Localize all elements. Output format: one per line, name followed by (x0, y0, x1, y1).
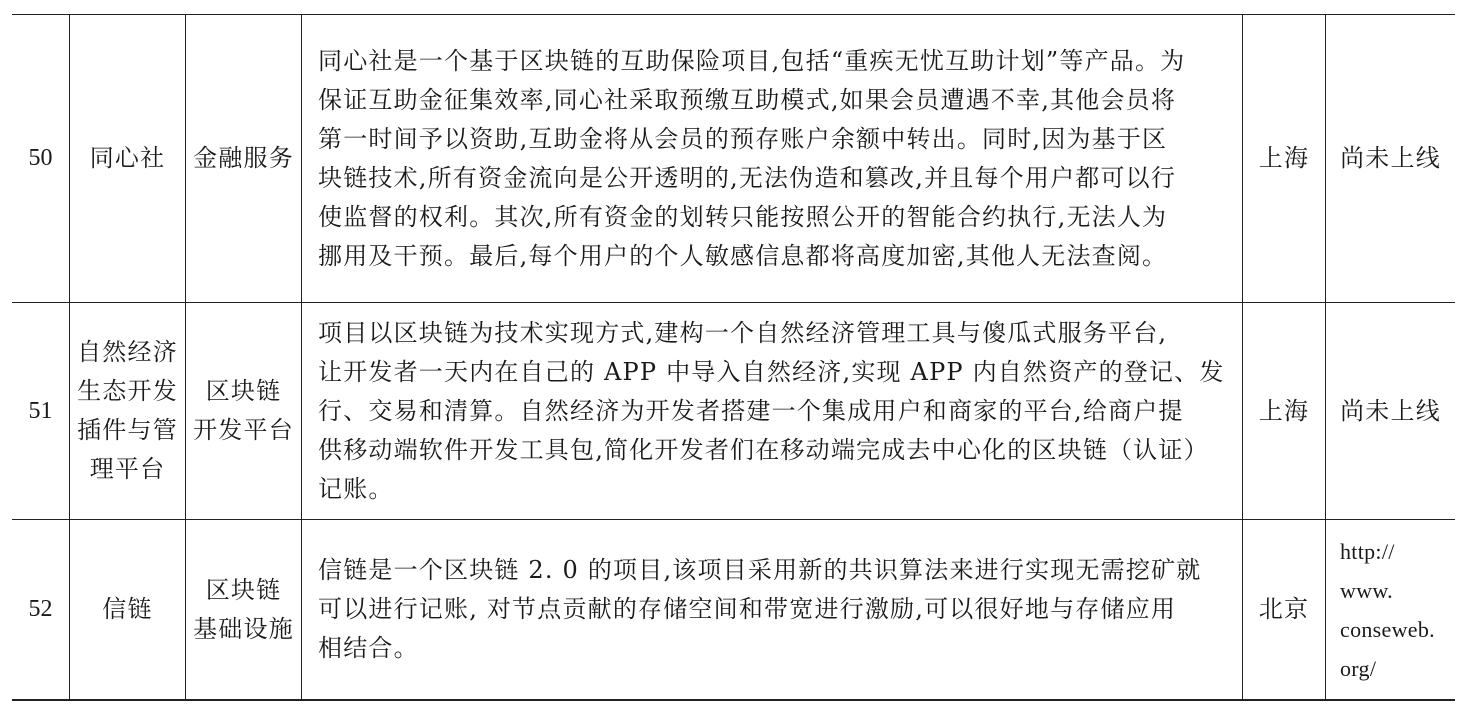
description-line: 同心社是一个基于区块链的互助保险项目,包括“重疾无忧互助计划”等产品。为 (318, 46, 1186, 75)
project-location-cell (1243, 520, 1326, 699)
row-number-cell (12, 520, 70, 699)
table-row (12, 15, 1455, 303)
projects-table (12, 14, 1455, 701)
description-line: 行、交易和清算。自然经济为开发者搭建一个集成用户和商家的平台,给商户提 (318, 396, 1184, 425)
project-name-cell (70, 520, 186, 699)
project-url-line: www. (1340, 577, 1393, 603)
project-category-line: 金融服务 (193, 144, 294, 172)
row-number: 51 (28, 397, 53, 424)
project-location: 北京 (1258, 595, 1310, 623)
description-line: 项目以区块链为技术实现方式,建构一个自然经济管理工具与傻瓜式服务平台, (318, 318, 1168, 347)
project-url-line: conseweb. (1340, 616, 1435, 642)
description-line: 使监督的权利。其次,所有资金的划转只能按照公开的智能合约执行,无法人为 (318, 202, 1168, 231)
project-name-line: 理平台 (89, 455, 166, 483)
description-line: 块链技术,所有资金流向是公开透明的,无法伪造和篡改,并且每个用户都可以行 (318, 163, 1177, 192)
description-line: 记账。 (318, 474, 394, 503)
project-name-line: 自然经济 (77, 338, 178, 366)
description-line: 相结合。 (318, 634, 419, 662)
project-name-line: 同心社 (89, 144, 166, 172)
project-location: 上海 (1258, 396, 1310, 425)
project-name-cell (70, 303, 186, 519)
project-status: 尚未上线 (1340, 396, 1441, 425)
description-line: 供移动端软件开发工具包,简化开发者们在移动端完成去中心化的区块链（认证） (318, 435, 1209, 464)
project-url-cell (1326, 520, 1455, 699)
project-name-line: 信链 (102, 595, 153, 623)
project-description-cell (302, 520, 1243, 699)
description-line: 挪用及干预。最后,每个用户的个人敏感信息都将高度加密,其他人无法查阅。 (318, 241, 1168, 270)
project-name-line: 插件与管 (77, 416, 178, 444)
project-category-cell (186, 15, 302, 302)
row-number-cell (12, 303, 70, 519)
project-url-line: org/ (1340, 655, 1377, 681)
description-line: 可以进行记账, 对节点贡献的存储空间和带宽进行激励,可以很好地与存储应用 (318, 595, 1177, 623)
project-description-cell (302, 15, 1243, 302)
project-status-cell (1326, 303, 1455, 519)
project-name-line: 生态开发 (77, 377, 178, 405)
project-location-cell (1243, 15, 1326, 302)
project-category-line: 开发平台 (193, 416, 294, 444)
row-number: 50 (28, 145, 53, 171)
project-status: 尚未上线 (1340, 144, 1441, 172)
table-row (12, 303, 1455, 520)
row-number: 52 (28, 596, 53, 622)
project-location: 上海 (1258, 144, 1310, 172)
description-line: 保证互助金征集效率,同心社采取预缴互助模式,如果会员遭遇不幸,其他会员将 (318, 85, 1177, 114)
project-category-cell (186, 520, 302, 699)
project-category-line: 区块链 (205, 377, 282, 405)
project-category-line: 基础设施 (193, 614, 294, 643)
project-category-line: 区块链 (205, 575, 282, 604)
project-location-cell (1243, 303, 1326, 519)
project-category-cell (186, 303, 302, 519)
project-url-line: http:// (1340, 538, 1395, 564)
description-line: 第一时间予以资助,互助金将从会员的预存账户余额中转出。同时,因为基于区 (318, 124, 1168, 153)
project-description-cell (302, 303, 1243, 519)
project-status-cell (1326, 15, 1455, 302)
project-name-cell (70, 15, 186, 302)
row-number-cell (12, 15, 70, 302)
table-row (12, 520, 1455, 701)
description-line: 信链是一个区块链 2. 0 的项目,该项目采用新的共识算法来进行实现无需挖矿就 (318, 556, 1202, 584)
description-line: 让开发者一天内在自己的 APP 中导入自然经济,实现 APP 内自然资产的登记、发 (318, 357, 1225, 386)
